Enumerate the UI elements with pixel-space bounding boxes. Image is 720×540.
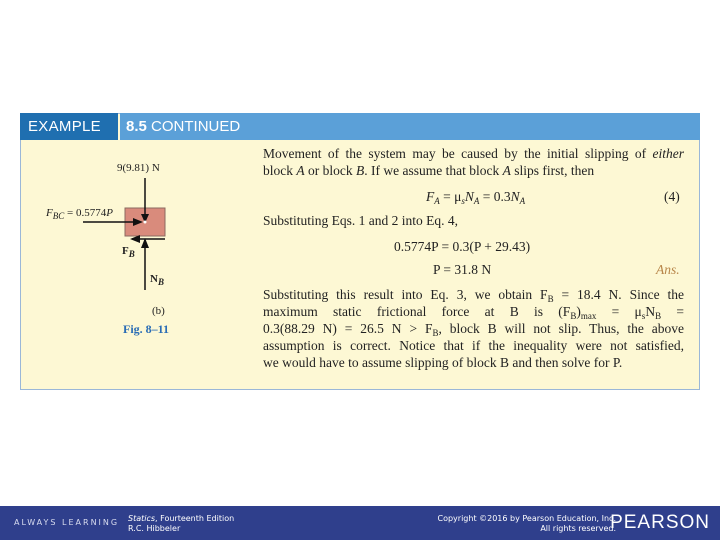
paragraph-3-line-2: maximum static frictional force at B is $(F_B)_{max} = \mu_sN_B$ = xyxy=(263,304,684,321)
example-title xyxy=(120,113,700,140)
footer-bar xyxy=(0,506,720,540)
footer-copyright: Copyright ©2016 by Pearson Education, Inc. All rights reserved. xyxy=(437,514,616,533)
example-label: EXAMPLE xyxy=(20,113,118,140)
paragraph-1-line-1: Movement of the system may be caused by the initial slipping of either xyxy=(263,146,684,161)
figure-part-label: (b) xyxy=(152,305,165,317)
equation-4: $F_A = \mu_sN_A = 0.3N_A$ xyxy=(426,189,526,206)
paragraph-3-line-5: we would have to assume slipping of block B and then solve for P. xyxy=(263,355,623,370)
equation-6: P = 31.8 N xyxy=(433,262,492,277)
pearson-logo: PEARSON xyxy=(610,512,710,533)
paragraph-3-line-4: assumption is correct. Notice that if the inequality were not satisfied, xyxy=(263,338,684,353)
fb-label: $F_B$ xyxy=(122,245,135,259)
paragraph-3-line-1: Substituting this result into Eq. 3, we obtain $F_B = 18.4$ N. Since the xyxy=(263,287,684,304)
paragraph-2: Substituting Eqs. 1 and 2 into Eq. 4, xyxy=(263,213,459,228)
footer-book-info: Statics, Fourteenth Edition R.C. Hibbeler xyxy=(128,514,235,533)
weight-label: 9(9.81) N xyxy=(117,162,160,174)
example-suffix: CONTINUED xyxy=(146,118,241,135)
nb-label: $N_B$ xyxy=(150,273,164,287)
answer-label: Ans. xyxy=(656,262,680,277)
equation-number: (4) xyxy=(664,189,680,204)
example-number: 8.5 xyxy=(126,118,147,135)
paragraph-1-line-2: block A or block B. If we assume that block A slips first, then xyxy=(263,163,595,178)
equation-5: 0.5774P = 0.3(P + 29.43) xyxy=(394,239,531,254)
fbc-label: $F_{BC} = 0.5774P$ xyxy=(46,207,113,221)
paragraph-3-line-3: 0.3(88.29 N) = 26.5 $N > F_B$, block B will not slip. Thus, the above xyxy=(263,321,684,338)
figure-caption: Fig. 8–11 xyxy=(123,322,170,336)
footer-tagline: ALWAYS LEARNING xyxy=(14,518,120,527)
